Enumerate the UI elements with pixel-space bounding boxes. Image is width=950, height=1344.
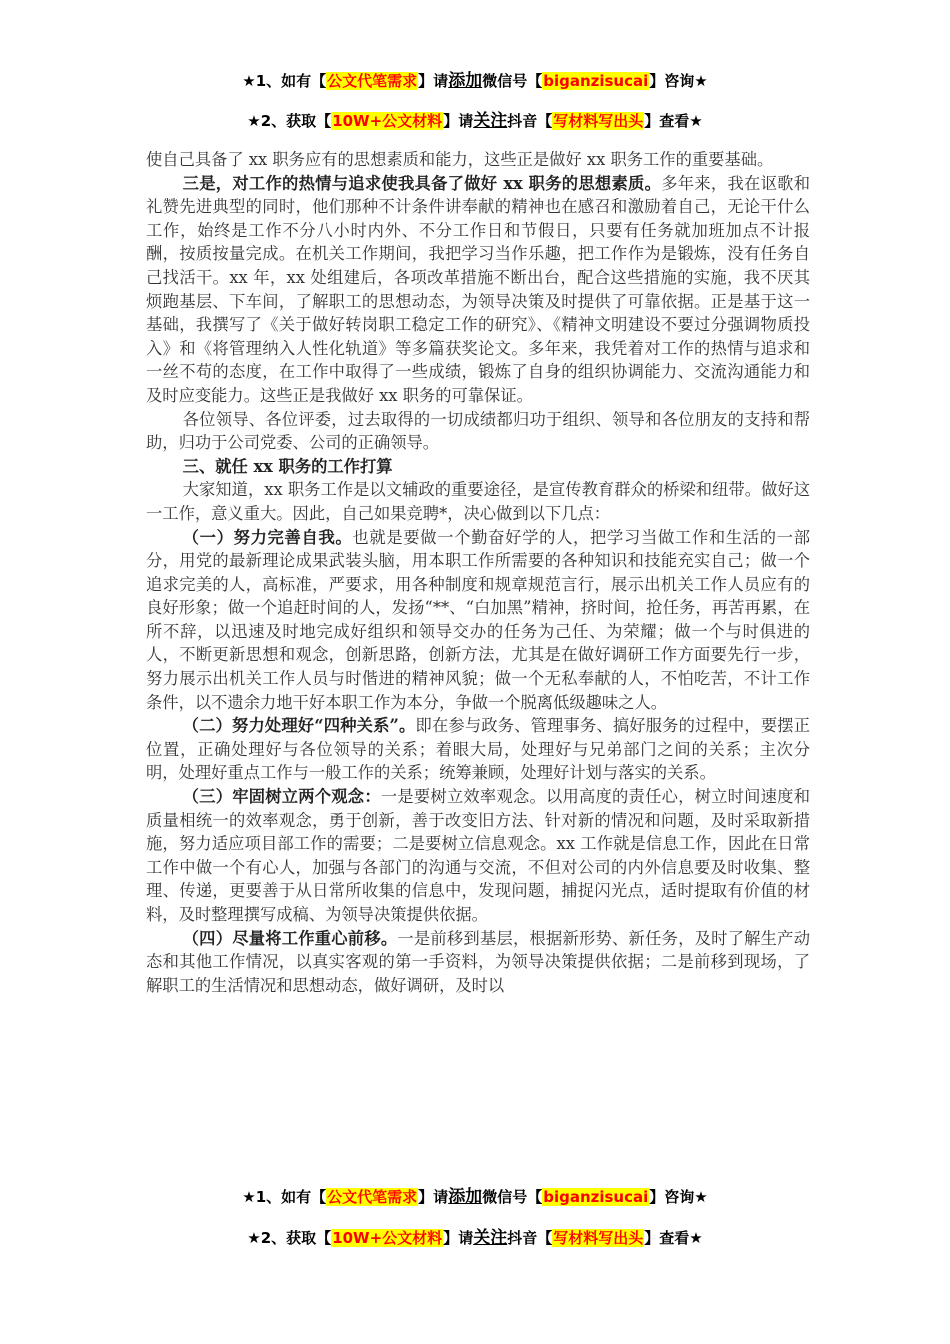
banner-text: 】查看★: [644, 1229, 703, 1247]
banner-text: 】请: [443, 1229, 474, 1247]
item-text: 一是前移到基层，根据新形势、新任务，及时了解生产动态和其他工作情况，以真实客观的第一手资料，为领导决策提供依据；二是前移到现场，了解职工的生活情况和思想动态，做好调研，及时以: [146, 928, 810, 995]
banner-text: 】请: [418, 1188, 449, 1206]
item-heading: （四）尽量将工作重心前移。: [182, 928, 398, 948]
section-heading: 三、就任 xx 职务的工作打算: [182, 456, 393, 476]
underlined-text: 关注: [473, 111, 508, 131]
douyin-account: 写材料写出头: [553, 112, 644, 130]
top-banner-materials: [0, 110, 950, 132]
item-text: 即在参与政务、管理事务、搞好服务的过程中，要摆正位置，正确处理好与各位领导的关系；着眼大局，处理好与兄弟部门之间的关系；主次分明，处理好重点工作与一般工作的关系；统筹兼顾，处理好计划与落实的关系。: [146, 716, 810, 783]
highlight-text: 10W+公文材料: [332, 112, 443, 130]
banner-text: ★1、如有【: [242, 1188, 327, 1206]
banner-text: 抖音【: [507, 112, 553, 130]
paragraph-thanks: 各位领导、各位评委，过去取得的一切成绩都归功于组织、领导和各位朋友的支持和帮助，归功于公司党委、公司的正确领导。: [146, 409, 810, 453]
underlined-text: 添加: [448, 71, 483, 91]
banner-text: ★2、获取【: [247, 1229, 332, 1247]
highlight-text: 公文代笔需求: [327, 72, 418, 90]
document-body: [146, 148, 810, 997]
paragraph-third-point: [146, 172, 810, 408]
bottom-banner-contact: [0, 1186, 950, 1208]
paragraph-item-3: [146, 785, 810, 927]
banner-text: 】查看★: [644, 112, 703, 130]
paragraph-item-2: [146, 714, 810, 785]
highlight-text: 10W+公文材料: [332, 1229, 443, 1247]
item-heading: （一）努力完善自我。: [182, 527, 353, 547]
paragraph-item-1: [146, 526, 810, 715]
paragraph-text: 多年来，我在讴歌和礼赞先进典型的同时，他们那种不计条件讲奉献的精神也在感召和激励着自己，无论干什么工作，始终是工作不分八小时内外、不分工作日和节假日，只要有任务就加班加点不计报酬，按质按量完成。在机关工作期间，我把学习当作乐趣，把工作作为是锻炼，没有任务自己找活干。xx 年，xx 处组建后，各项改革措施不断出台，配合这些措施的实施，我不厌其烦跑基层、下车间，了解职工的思想动态，为领导决策及时提供了可靠依据。正是基于这一基础，我撰写了《关于做好转岗职工稳定工作的研究》、《精神文明建设不要过分强调物质投入》和《将管理纳入人性化轨道》等多篇获奖论文。多年来，我凭着对工作的热情与追求和一丝不苟的态度，在工作中取得了一些成绩，锻炼了自身的组织协调能力、交流沟通能力和及时应变能力。这些正是我做好 xx 职务的可靠保证。: [146, 173, 810, 405]
highlight-text: 公文代笔需求: [327, 1188, 418, 1206]
banner-text: ★1、如有【: [242, 72, 327, 90]
top-banner-contact: [0, 70, 950, 92]
wechat-id: biganzisucai: [543, 72, 649, 90]
douyin-account: 写材料写出头: [553, 1229, 644, 1247]
banner-text: ★2、获取【: [247, 112, 332, 130]
paragraph-intro: 大家知道，xx 职务工作是以文辅政的重要途径，是宣传教育群众的桥梁和纽带。做好这一工作，意义重大。因此，自己如果竞聘*，决心做到以下几点：: [146, 480, 810, 523]
banner-text: 微信号【: [482, 72, 543, 90]
paragraph-continuation: 使自己具备了 xx 职务应有的思想素质和能力，这些正是做好 xx 职务工作的重要基础。: [146, 150, 774, 169]
wechat-id: biganzisucai: [543, 1188, 649, 1206]
bottom-banner-materials: [0, 1227, 950, 1249]
banner-text: 】咨询★: [649, 72, 708, 90]
underlined-text: 添加: [448, 1187, 483, 1207]
banner-text: 】请: [443, 112, 474, 130]
item-text: 一是要树立效率观念。以用高度的责任心，树立时间速度和质量相统一的效率观念，勇于创新，善于改变旧方法、针对新的情况和问题，及时采取新措施，努力适应项目部工作的需要；二是要树立信息观念。xx 工作就是信息工作，因此在日常工作中做一个有心人，加强与各部门的沟通与交流，不但对公司的内外信息要及时收集、整理、传递，更要善于从日常所收集的信息中，发现问题，捕捉闪光点，适时提取有价值的材料，及时整理撰写成稿、为领导决策提供依据。: [146, 787, 810, 924]
banner-text: 抖音【: [507, 1229, 553, 1247]
item-heading: （二）努力处理好“四种关系”。: [182, 716, 416, 736]
item-heading: （三）牢固树立两个观念：: [182, 787, 381, 807]
item-text: 也就是要做一个勤奋好学的人，把学习当做工作和生活的一部分，用党的最新理论成果武装头脑，用本职工作所需要的各种知识和技能充实自己；做一个追求完美的人，高标准，严要求，用各种制度和规章规范言行，展示出机关工作人员应有的良好形象；做一个追赶时间的人，发扬“**、“白加黑”精神，挤时间，抢任务，再苦再累，在所不辞，以迅速及时地完成好组织和领导交办的任务为己任、为荣耀；做一个与时俱进的人，不断更新思想和观念，创新思路，创新方法，尤其是在做好调研工作方面要先行一步，努力展示出机关工作人员与时偕进的精神风貌；做一个无私奉献的人，不怕吃苦，不计工作条件，以不遗余力地干好本职工作为本分，争做一个脱离低级趣味之人。: [146, 527, 810, 712]
banner-text: 微信号【: [482, 1188, 543, 1206]
paragraph-item-4: [146, 927, 810, 998]
underlined-text: 关注: [473, 1228, 508, 1248]
banner-text: 】咨询★: [649, 1188, 708, 1206]
banner-text: 】请: [418, 72, 449, 90]
paragraph-heading: 三是，对工作的热情与追求使我具备了做好 xx 职务的思想素质。: [182, 173, 662, 193]
